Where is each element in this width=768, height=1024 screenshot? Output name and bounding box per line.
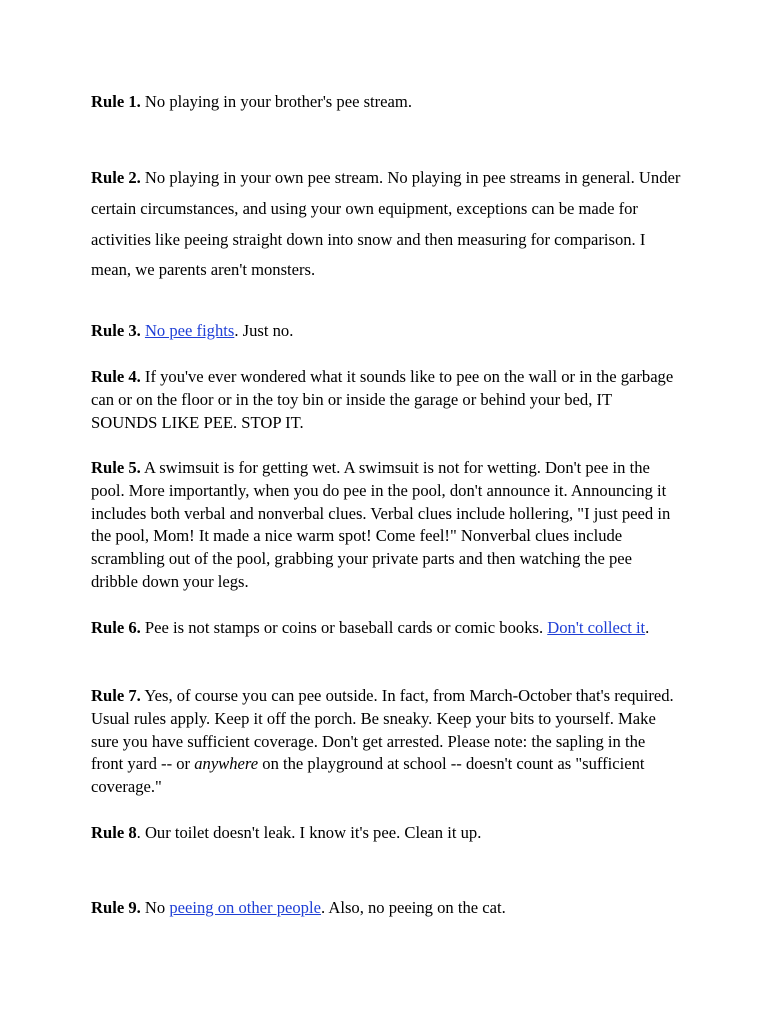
- rule-text: Yes, of course you can pee outside. In fact, from March-October that's required. Usual rules apply. Keep it off the porch. Be sneaky. Keep your bits to yourself. Make sure you have sufficient coverage. Don't get arrested. Please note: the sapling in the front yard -- or: [91, 686, 674, 774]
- rule-text-end: . Also, no peeing on the cat.: [320, 898, 506, 917]
- rule-8: [91, 822, 681, 845]
- rule-label: Rule 9.: [91, 898, 141, 917]
- rule-label: Rule 4.: [91, 367, 141, 386]
- rule-3: [91, 320, 681, 343]
- rule-7: [91, 685, 681, 799]
- rule-label: Rule 8: [91, 823, 137, 842]
- rule-label: Rule 5.: [91, 458, 141, 477]
- rule-text: A swimsuit is for getting wet. A swimsuit is not for wetting. Don't pee in the pool. More importantly, when you do pee in the pool, don't announce it. Announcing it includes both verbal and nonverbal clues. Verbal clues include hollering, "I just peed in the pool, Mom! It made a nice warm spot! Come feel!" Nonverbal clues include scrambling out of the pool, grabbing your private parts and then watching the pee dribble down your legs.: [91, 458, 671, 591]
- rule-label: Rule 6.: [91, 618, 141, 637]
- peeing-on-other-people-link[interactable]: peeing on other people: [169, 898, 321, 917]
- rule-label: Rule 7.: [91, 686, 141, 705]
- rule-1: [91, 91, 681, 114]
- rule-emphasis: anywhere: [194, 754, 259, 774]
- rule-label: Rule 1.: [91, 92, 141, 111]
- rule-text-end: on the playground at school -- doesn't count as "sufficient coverage.": [91, 754, 645, 797]
- rule-label: Rule 3.: [91, 321, 141, 340]
- rule-label: Rule 2.: [91, 168, 141, 187]
- dont-collect-it-link[interactable]: Don't collect it: [547, 618, 646, 637]
- rule-text-end: .: [645, 618, 650, 637]
- rule-text: Pee is not stamps or coins or baseball cards or comic books.: [140, 618, 548, 637]
- rule-9: [91, 897, 681, 920]
- no-pee-fights-link[interactable]: No pee fights: [144, 321, 235, 340]
- rule-text: . Our toilet doesn't leak. I know it's pee. Clean it up.: [136, 823, 482, 842]
- rule-2: [91, 163, 681, 286]
- rule-5: [91, 457, 681, 594]
- rule-6: [91, 617, 681, 640]
- rule-text: . Just no.: [234, 321, 294, 340]
- rule-text: No playing in your brother's pee stream.: [140, 92, 412, 111]
- rule-4: [91, 366, 681, 434]
- rule-text: No: [140, 898, 170, 917]
- rule-text: No playing in your own pee stream. No playing in pee streams in general. Under certain circumstances, and using your own equipment, exceptions can be made for activities like peeing straight down into snow and then measuring for comparison. I mean, we parents aren't monsters.: [91, 168, 681, 280]
- rule-text: If you've ever wondered what it sounds like to pee on the wall or in the garbage can or on the floor or in the toy bin or inside the garage or behind your bed, IT SOUNDS LIKE PEE. STOP IT.: [91, 367, 674, 432]
